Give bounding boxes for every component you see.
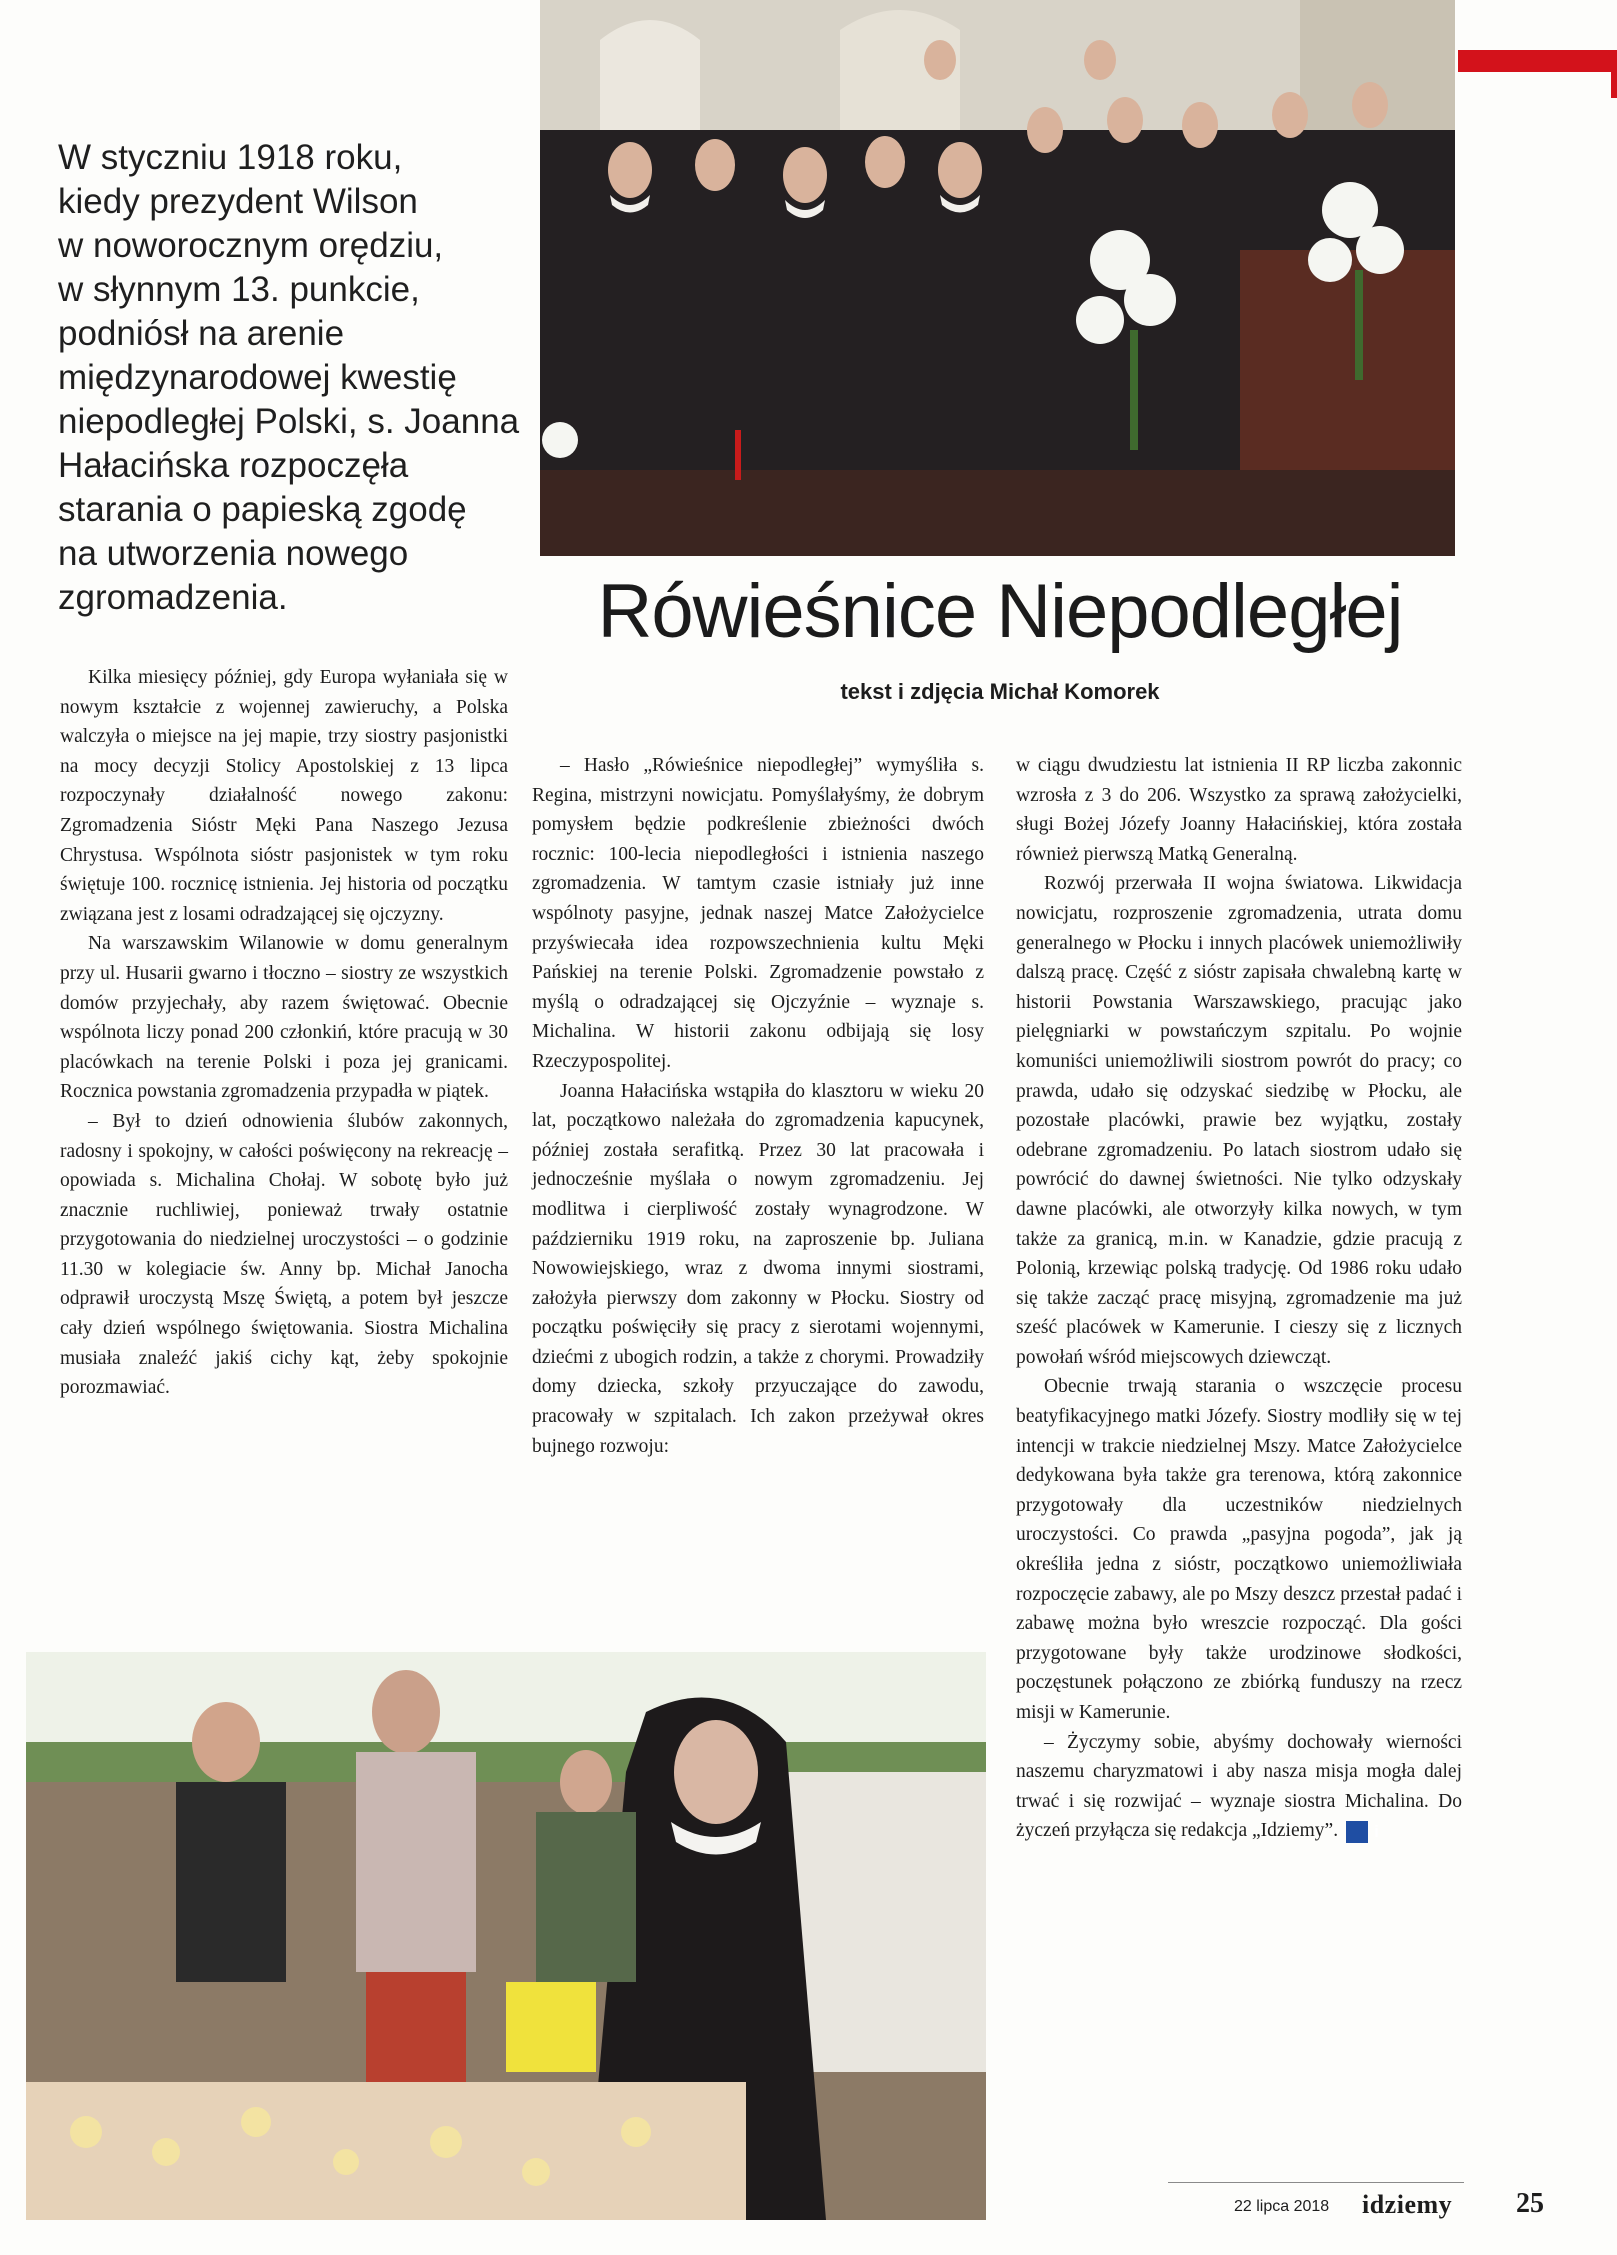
paragraph: Kilka miesięcy później, gdy Europa wyłaniała się w nowym kształcie z wojennej zawieruchy, a Polska walczyła o miejsce na jej mapie, trzy siostry pasjonistki na mocy decyzji Stolicy Apostolskiej z 13 lipca rozpoczynały działalność nowego zakonu: Zgromadzenia Sióstr Męki Pana Naszego Jezusa Chrystusa. Wspólnota sióstr pasjonistek w tym roku świętuje 100. rocznicę istnienia. Jej historia od początku związana jest z losami odradzającej się ojczyzny. xyxy=(60,667,508,925)
photo-outdoor-celebration xyxy=(26,1652,986,2220)
pull-quote: W styczniu 1918 roku, kiedy prezydent Wilson w noworocznym orędziu, w słynnym 13. punkcie, podniósł na arenie międzynarodowej kwestię niepodległej Polski, s. Joanna Hałacińska rozpoczęła starania o papieską zgodę na utworzenia nowego zgromadzenia. xyxy=(58,138,520,617)
photo-nuns-illustration xyxy=(540,0,1455,556)
paragraph: Joanna Hałacińska wstąpiła do klasztoru w wieku 20 lat, początkowo należała do zgromadzenia kapucynek, później została serafitką. Przez 30 lat pracowała i jednocześnie myślała o nowym zgromadzeniu. Jej modlitwa i cierpliwość zostały wynagrodzone. W październiku 1919 roku, na zaproszenie bp. Juliana Nowowiejskiego, wraz z dwoma innymi siostrami, założyła pierwszy dom zakonny w Płocku. Siostry od początku poświęciły się pracy z sierotami wojennymi, dziećmi z ubogich rodzin, a także z chorymi. Prowadziły domy dziecka, szkoły przyuczające do zawodu, pracowały w szpitalach. Ich zakon przeżywał okres bujnego rozwoju: xyxy=(532,1080,984,1457)
paragraph: w ciągu dwudziestu lat istnienia II RP liczba zakonnic wzrosła z 3 do 206. Wszystko za sprawą założycielki, sługi Bożej Józefy Joanny Hałacińskiej, która została również pierwszą Matką Generalną. xyxy=(1016,755,1462,865)
photo-celebration-illustration xyxy=(26,1652,986,2220)
article-headline: Rówieśnice Niepodległej xyxy=(597,569,1403,654)
article-column-1 xyxy=(60,663,508,1403)
paragraph: – Hasło „Rówieśnice niepodległej” wymyśliła s. Regina, mistrzyni nowicjatu. Pomyślałyśmy, że dobrym pomysłem będzie podkreślenie zbieżności dwóch rocznic: 100-lecia niepodległości i istnienia naszego zgromadzenia. W tamtym czasie istniały już inne wspólnoty pasyjne, jednak naszej Matce Założycielce przyświecała idea rozpowszechnienia kultu Męki Pańskiej na terenie Polski. Zgromadzenie powstało z myślą o odradzającej się Ojczyźnie – wyznaje s. Michalina. W historii zakonu odbijają się losy Rzeczypospolitej. xyxy=(532,755,984,1072)
paragraph: Obecnie trwają starania o wszczęcie procesu beatyfikacyjnego matki Józefy. Siostry modliły się w tej intencji w trakcie niedzielnej Mszy. Matce Założycielce dedykowana była także gra terenowa, którą zakonnice przygotowały dla uczestników niedzielnych uroczystości. Co prawda „pasyjna pogoda”, jak ją określiła jedna z sióstr, początkowo uniemożliwiała rozpoczęcie zabawy, ale po Mszy deszcz przestał padać i zabawę można było wreszcie rozpocząć. Dla gości przygotowane były także urodzinowe słodkości, poczęstunek połączono ze zbiórką funduszy na rzecz misji w Kamerunie. xyxy=(1016,1376,1462,1723)
paragraph: – Był to dzień odnowienia ślubów zakonnych, radosny i spokojny, w całości poświęcony na rekreację – opowiada s. Michalina Chołaj. W sobotę było już znacznie ruchliwiej, ponieważ trwały ostatnie przygotowania do niedzielnej uroczystości – o godzinie 11.30 w kolegiacie św. Anny bp. Michał Janocha odprawił uroczystą Mszę Świętą, a potem był jeszcze cały dzień wspólnego świętowania. Siostra Michalina musiała znaleźć jakiś cichy kąt, żeby spokojnie porozmawiać. xyxy=(60,1110,508,1399)
article-column-2 xyxy=(532,751,984,1461)
page-footer xyxy=(1170,2186,1610,2226)
info-square-icon: i xyxy=(1346,1821,1368,1843)
article-column-3 xyxy=(1016,751,1462,1846)
section-marker-tab xyxy=(1458,50,1617,72)
paragraph: Na warszawskim Wilanowie w domu generalnym przy ul. Husarii gwarno i tłoczno – siostry ze wszystkich domów przyjechały, aby razem świętować. Obecnie wspólnota liczy ponad 200 członkiń, które pracują w 30 placówkach na terenie Polski i poza jej granicami. Rocznica powstania zgromadzenia przypadła w piątek. xyxy=(60,933,508,1103)
paragraph-final xyxy=(1016,1728,1462,1846)
issue-date: 22 lipca 2018 xyxy=(1234,2198,1330,2215)
magazine-name: idziemy xyxy=(1362,2190,1453,2219)
article-byline: tekst i zdjęcia Michał Komorek xyxy=(840,679,1160,704)
page-number: 25 xyxy=(1516,2188,1544,2219)
footer-rule xyxy=(1168,2182,1464,2183)
photo-nuns-in-church xyxy=(540,0,1455,556)
paragraph-final-text: – Życzymy sobie, abyśmy dochowały wierności naszemu charyzmatowi i aby nasza misja mogła dalej trwać i się rozwijać – wyznaje siostra Michalina. Do życzeń przyłącza się redakcja „Idziemy”. xyxy=(1016,1731,1462,1842)
paragraph: Rozwój przerwała II wojna światowa. Likwidacja nowicjatu, rozproszenie zgromadzenia, utrata domu generalnego w Płocku i innych placówek uniemożliwiły dalszą pracę. Część z sióstr zapisała chwalebną kartę w historii Powstania Warszawskiego, pracując jako pielęgniarki w powstańczym szpitalu. Po wojnie komuniści uniemożliwili siostrom powrót do pracy; co prawda, udało się odzyskać siedzibę w Płocku, ale pozostałe placówki, prawie bez wyjątku, zostały odebrane zgromadzeniu. Po latach siostrom udało się powrócić do dawnej świetności. Nie tylko odzyskały dawne placówki, ale otworzyły kilka nowych, w tym także za granicą, m.in. w Kanadzie, gdzie pracują z Polonią, krzewiąc polską tradycję. Od 1986 roku udało się także zacząć pracę misyjną, zgromadzenie ma już sześć placówek w Kamerunie. I cieszy się z licznych powołań wśród miejscowych dziewcząt. xyxy=(1016,873,1462,1368)
